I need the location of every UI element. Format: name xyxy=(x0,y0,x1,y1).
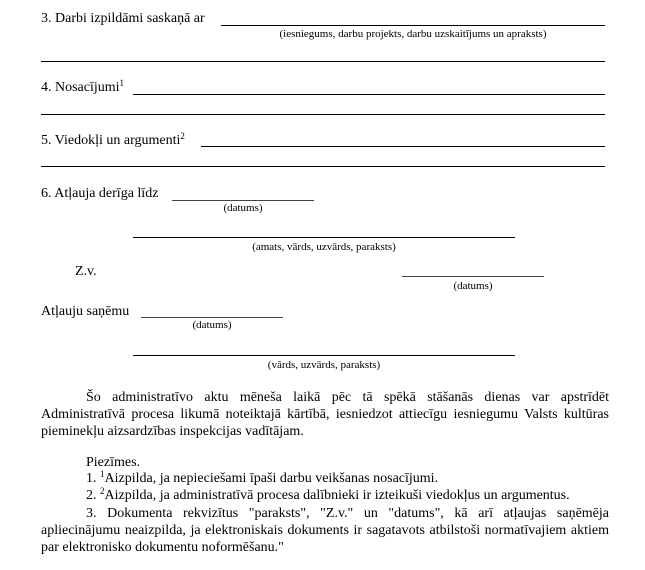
note-item-2-number: 2. xyxy=(86,488,97,503)
notes-heading: Piezīmes. xyxy=(86,455,141,470)
note-item-1 xyxy=(86,471,438,487)
note-item-2-marker: 2 xyxy=(100,486,105,496)
receipt-signature-line[interactable] xyxy=(133,355,515,356)
section5-label-wrap xyxy=(41,133,185,149)
receipt-date-line[interactable] xyxy=(141,317,283,318)
section6-date-line[interactable] xyxy=(172,200,314,201)
stamp-label: Z.v. xyxy=(75,264,97,279)
signature-date-line[interactable] xyxy=(402,276,544,277)
appeal-paragraph: Šo administratīvo aktu mēneša laikā pēc tā spēkā stāšanās dienas var apstrīdēt Administratīvā procesa likumā noteiktajā kārtībā, iesniedzot attiecīgu iesniegumu Valsts kultūras pieminekļu aizsardzības inspekcijas vadītājam. xyxy=(41,390,609,439)
note-item-1-number: 1. xyxy=(86,471,97,486)
section4-footnote-marker: 1 xyxy=(119,78,125,88)
note-item-1-marker: 1 xyxy=(100,469,105,479)
note-item-3: 3. Dokumenta rekvizītus "paraksts", "Z.v." un "datums", kā arī atļaujas saņēmēja apliecinājumu neaizpilda, ja elektroniskais dokuments ir sagatavots atbilstoši normatīvajiem aktiem par elektronisko dokumentu noformēšanu." xyxy=(41,506,609,555)
section4-label: 4. Nosacījumi xyxy=(41,80,120,95)
section3-hint: (iesniegums, darbu projekts, darbu uzskaitījums un apraksts) xyxy=(279,28,547,40)
section3-label: 3. Darbi izpildāmi saskaņā ar xyxy=(41,11,205,26)
section6-label: 6. Atļauja derīga līdz xyxy=(41,186,159,201)
signature-date-hint: (datums) xyxy=(453,280,493,292)
section5-footnote-marker: 2 xyxy=(180,131,185,141)
section3-continuation-line[interactable] xyxy=(41,61,605,62)
section5-field-line[interactable] xyxy=(201,146,605,147)
section5-continuation-line[interactable] xyxy=(41,166,605,167)
section6-date-hint: (datums) xyxy=(223,202,263,214)
official-signature-line[interactable] xyxy=(133,237,515,238)
section4-label-wrap xyxy=(41,80,124,96)
receipt-label: Atļauju saņēmu xyxy=(41,304,130,319)
receipt-signature-hint: (vārds, uzvārds, paraksts) xyxy=(267,359,381,371)
receipt-date-hint: (datums) xyxy=(192,319,232,331)
note-item-2-text: Aizpilda, ja administratīvā procesa dalībnieki ir izteikuši viedokļus un argumentus. xyxy=(104,488,570,503)
official-signature-hint: (amats, vārds, uzvārds, paraksts) xyxy=(252,241,396,253)
section5-label: 5. Viedokļi un argumenti xyxy=(41,133,181,148)
section3-field-line[interactable] xyxy=(221,25,605,26)
note-item-1-text: Aizpilda, ja nepieciešami īpaši darbu veikšanas nosacījumi. xyxy=(104,471,439,486)
note-item-2 xyxy=(86,488,570,504)
section4-continuation-line[interactable] xyxy=(41,114,605,115)
section4-field-line[interactable] xyxy=(133,94,605,95)
